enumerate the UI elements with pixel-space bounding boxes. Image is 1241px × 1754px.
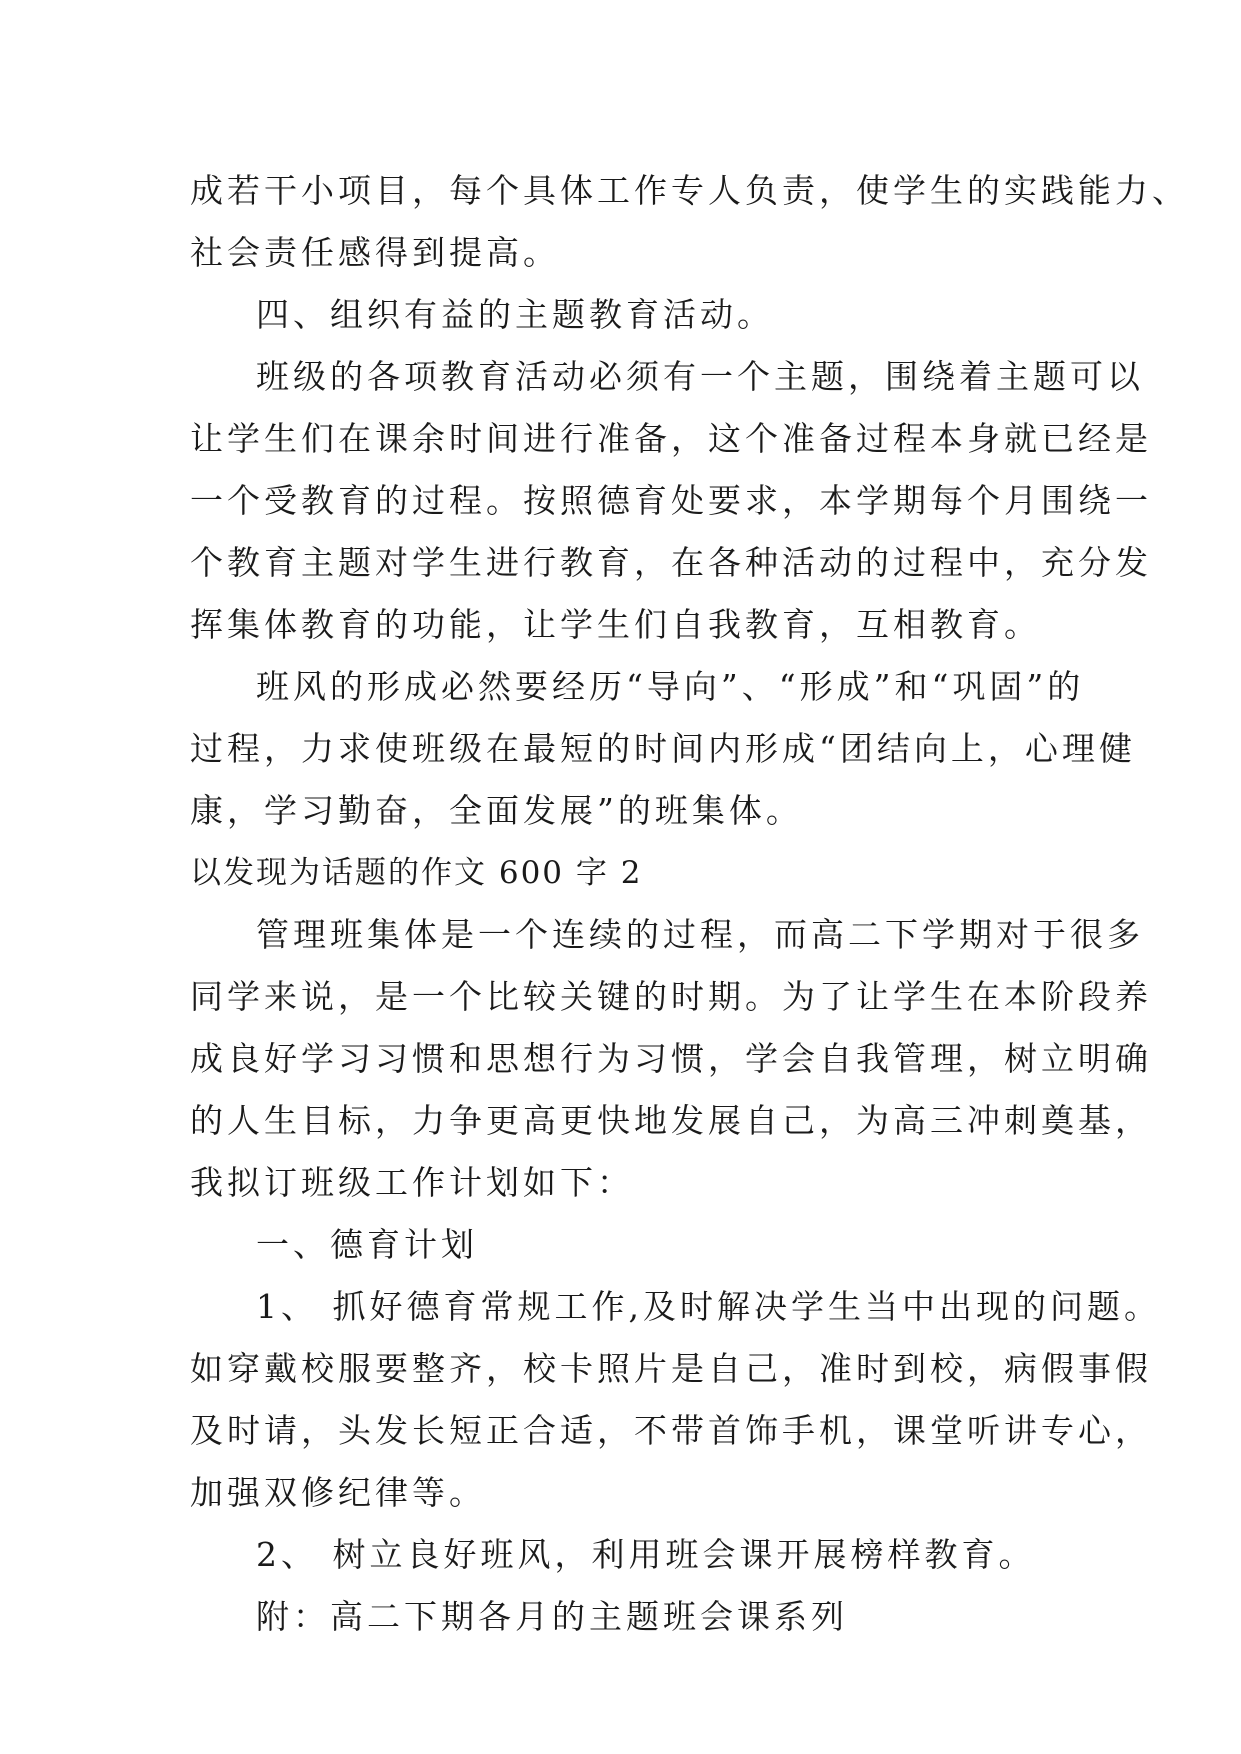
section-heading: 一、德育计划 xyxy=(256,1225,478,1264)
paragraph-line: 个教育主题对学生进行教育，在各种活动的过程中，充分发 xyxy=(190,543,1152,582)
paragraph-line: 管理班集体是一个连续的过程，而高二下学期对于很多 xyxy=(256,915,1144,954)
paragraph-line: 班风的形成必然要经历“导向”、“形成”和“巩固”的 xyxy=(256,667,1085,706)
list-item: 2、 树立良好班风，利用班会课开展榜样教育。 xyxy=(256,1535,1036,1574)
paragraph-line: 挥集体教育的功能，让学生们自我教育，互相教育。 xyxy=(190,605,1041,644)
paragraph-line: 康，学习勤奋，全面发展”的班集体。 xyxy=(190,791,803,830)
list-item: 1、 抓好德育常规工作,及时解决学生当中出现的问题。 xyxy=(256,1287,1161,1326)
paragraph-line: 的人生目标，力争更高更快地发展自己，为高三冲刺奠基， xyxy=(190,1101,1152,1140)
paragraph-line: 加强双修纪律等。 xyxy=(190,1473,486,1512)
paragraph-line: 同学来说，是一个比较关键的时期。为了让学生在本阶段养 xyxy=(190,977,1152,1016)
paragraph-line: 成良好学习习惯和思想行为习惯，学会自我管理，树立明确 xyxy=(190,1039,1152,1078)
paragraph-line: 让学生们在课余时间进行准备，这个准备过程本身就已经是 xyxy=(190,419,1152,458)
paragraph-line: 过程，力求使班级在最短的时间内形成“团结向上，心理健 xyxy=(190,729,1136,768)
paragraph-line: 及时请，头发长短正合适，不带首饰手机，课堂听讲专心， xyxy=(190,1411,1152,1450)
paragraph-line: 一个受教育的过程。按照德育处要求，本学期每个月围绕一 xyxy=(190,481,1152,520)
paragraph-line: 社会责任感得到提高。 xyxy=(190,233,560,272)
document-body xyxy=(190,160,1189,1648)
paragraph-line: 成若干小项目，每个具体工作专人负责，使学生的实践能力、 xyxy=(190,171,1189,210)
paragraph-line: 如穿戴校服要整齐，校卡照片是自己，准时到校，病假事假 xyxy=(190,1349,1152,1388)
article-title: 以发现为话题的作文 600 字 2 xyxy=(190,855,643,891)
paragraph-line: 我拟订班级工作计划如下： xyxy=(190,1163,634,1202)
paragraph-line: 班级的各项教育活动必须有一个主题，围绕着主题可以 xyxy=(256,357,1144,396)
section-heading: 四、组织有益的主题教育活动。 xyxy=(256,295,774,334)
paragraph-line: 附：高二下期各月的主题班会课系列 xyxy=(256,1597,848,1636)
